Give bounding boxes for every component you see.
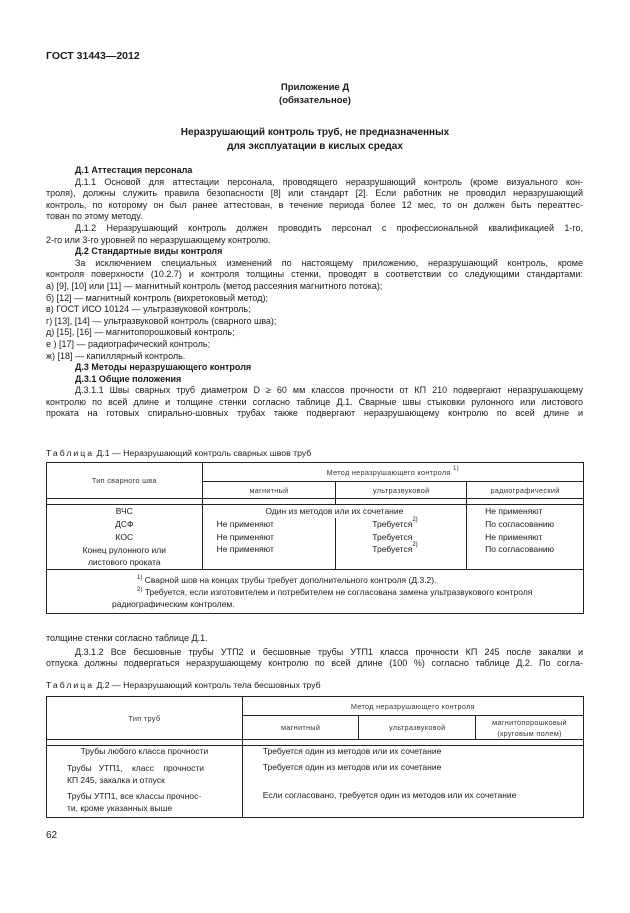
table1-group-header: Метод неразрушающего контроля $^{1)}$ bbox=[202, 463, 583, 482]
table2-col-magnetic: магнитный bbox=[242, 716, 359, 740]
table-row: Трубы УТП1, класс прочности КП 245, закалка и отпуск Требуется один из методов или их сочетание bbox=[47, 762, 584, 790]
paragraph-line: проката на готовых спирально-шовных трубах также подвергают неразрушающему контролю по всей длине и bbox=[46, 408, 583, 419]
paragraph-line: контролю по всей длине и толщине стенки согласно таблице Д.1. Сварные швы стыковки рулонного или листового bbox=[46, 396, 583, 407]
list-item: г) [13], [14] — ультразвуковой контроль (сварного шва); bbox=[46, 315, 277, 326]
table2-caption-prefix: Таблица bbox=[46, 680, 95, 690]
table-row: ДСФ Не применяют Требуется$^{2)}$ По согласованию bbox=[47, 518, 584, 531]
table2-group-header: Метод неразрушающего контроля bbox=[242, 697, 583, 716]
paragraph-line: тован по этому методу. bbox=[46, 211, 143, 222]
paragraph-line: 2-го или 3-го уровней по неразрушающему контролю. bbox=[46, 234, 271, 245]
list-item: ж) [18] — капиллярный контроль. bbox=[46, 350, 186, 361]
paragraph-line: толщине стенки согласно таблице Д.1. bbox=[46, 633, 208, 643]
paragraph-line: За исключением специальных изменений по настоящему приложению, неразрушающий контроль, кроме bbox=[75, 257, 583, 268]
paragraph-line: Д.3.1.1 Швы сварных труб диаметром D ≥ 60 мм классов прочности от КП 210 подвергают неразрушающему bbox=[75, 385, 583, 396]
table1-caption-prefix: Таблица bbox=[46, 448, 95, 458]
annex-title: Приложение Д bbox=[280, 82, 350, 93]
paragraph-line: Д.1.1 Основой для аттестации персонала, проводящего неразрушающий контроль (кроме визуального кон- bbox=[75, 176, 583, 187]
list-item: д) [15], [16] — магнитопорошковый контроль; bbox=[46, 327, 235, 338]
table-row: КОС Не применяют Требуется Не применяют bbox=[47, 531, 584, 544]
annex-status: (обязательное) bbox=[279, 95, 351, 106]
list-item: е ) [17] — радиографический контроль; bbox=[46, 338, 211, 349]
body-text-block-2 bbox=[46, 633, 583, 670]
table1-caption bbox=[46, 448, 311, 458]
table-row: ВЧС Один из методов или их сочетание Не применяют bbox=[47, 505, 584, 518]
section-title-line2: для эксплуатации в кислых средах bbox=[227, 141, 403, 152]
table2-caption bbox=[46, 680, 321, 690]
list-item: а) [9], [10] или [11] — магнитный контроль (метод рассеяния магнитного потока); bbox=[46, 280, 383, 291]
table2-col-ultrasonic: ультразвуковой bbox=[359, 716, 476, 740]
paragraph-line: Д.3.1.2 Все бесшовные трубы УТП2 и бесшовные трубы УТП1 класса прочности КП 245 после закалки и bbox=[75, 646, 583, 657]
body-text-block bbox=[46, 165, 583, 420]
table1-footnotes-row bbox=[47, 570, 584, 614]
table2-col-type: Тип труб bbox=[47, 697, 243, 740]
heading-d2: Д.2 Стандартные виды контроля bbox=[75, 246, 223, 257]
table1-footnote-2: $^{2)}$ Требуется, если изготовителем и потребителем не согласована замена ультразвукового контроля bbox=[137, 587, 533, 597]
table1-col-magnetic: магнитный bbox=[202, 482, 336, 499]
page-number: 62 bbox=[46, 830, 58, 841]
paragraph-line: контроля поверхности (10.2.7) и контроля толщины стенки, проводят в соответствии со следующими стандартами: bbox=[46, 269, 583, 280]
table1 bbox=[46, 462, 584, 614]
table1-footnote-2-cont: радиографическим контролем. bbox=[112, 599, 235, 609]
table1-footnote-1: $^{1)}$ Сварной шов на концах трубы требует дополнительного контроля (Д.3.2). bbox=[137, 575, 437, 585]
paragraph-line: отпуска должны подвергаться неразрушающему контролю по всей длине (100 %) согласно таблице Д.2. По согла- bbox=[46, 658, 583, 669]
heading-d3: Д.3 Методы неразрушающего контроля bbox=[75, 362, 252, 373]
table1-caption-text: Д.1 — Неразрушающий контроль сварных швов труб bbox=[96, 448, 312, 458]
paragraph-line: Д.1.2 Неразрушающий контроль должен проводить персонал с профессиональной квалификацией 1-го, bbox=[75, 222, 583, 233]
table1-col-type: Тип сварного шва bbox=[47, 463, 203, 499]
table-row: Трубы УТП1, все классы прочнос- ти, кроме указанных выше Если согласовано, требуется один из методов или их сочетание bbox=[47, 790, 584, 818]
section-title-line1: Неразрушающий контроль труб, не предназначенных bbox=[180, 127, 450, 138]
table1-col-ultrasonic: ультразвуковой bbox=[336, 482, 467, 499]
table2-caption-text: Д.2 — Неразрушающий контроль тела бесшовных труб bbox=[96, 680, 321, 690]
table2-col-magnetic-particle: магнитопорошковый (круговым полем) bbox=[476, 716, 584, 740]
heading-d31: Д.3.1 Общие положения bbox=[75, 373, 182, 384]
paragraph-line: контроль, по которому он был ранее аттестован, в течение периода более 12 мес, то он должен быть переаттес- bbox=[46, 199, 583, 210]
heading-d1: Д.1 Аттестация персонала bbox=[75, 165, 193, 175]
table2 bbox=[46, 696, 584, 818]
list-item: в) ГОСТ ИСО 10124 — ультразвуковой контроль; bbox=[46, 304, 251, 315]
table1-col-radiographic: радиографический bbox=[467, 482, 584, 499]
list-item: б) [12] — магнитный контроль (вихретоковый метод); bbox=[46, 292, 268, 303]
document-header: ГОСТ 31443—2012 bbox=[46, 50, 140, 62]
paragraph-line: троля), должны служить правила безопасности [8] или стандарт [2]. Если работник не проводил неразрушающий bbox=[46, 188, 583, 199]
table-row: Трубы любого класса прочности Требуется один из методов или их сочетание bbox=[47, 746, 584, 762]
table-row: Конец рулонного или листового проката Не применяют Требуется$^{2)}$ По согласованию bbox=[47, 544, 584, 570]
